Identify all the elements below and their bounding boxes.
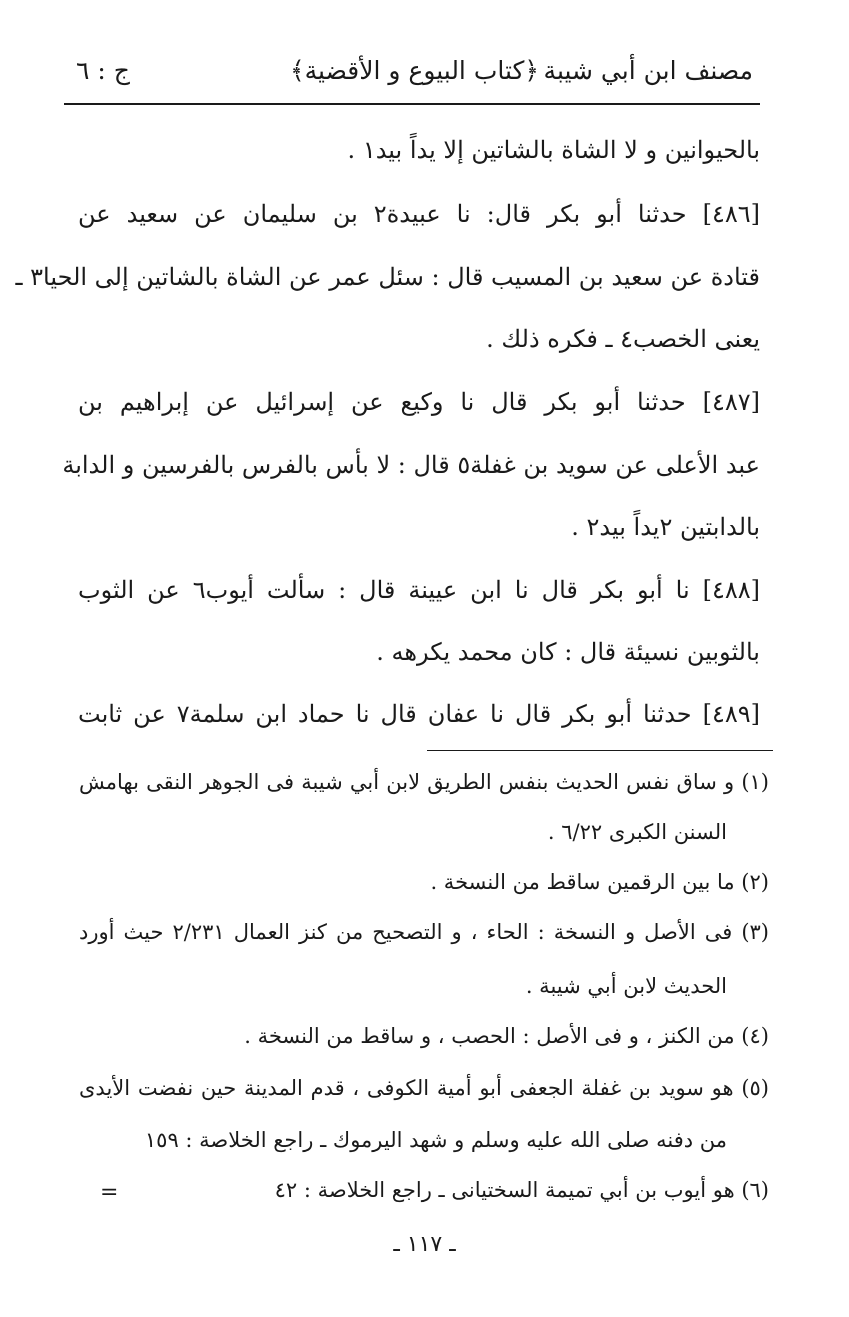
continuation-mark: = (100, 1180, 119, 1205)
body-line: [٤٨٨] نا أبو بكر قال نا ابن عيينة قال : سألت أيوب٦ عن الثوب (78, 576, 761, 604)
body-line: عبد الأعلى عن سويد بن غفلة٥ قال : لا بأس بالفرس بالفرسين و الدابة (62, 451, 760, 479)
footnote-line: (٤) من الكنز ، و فى الأصل : الحصب ، و ساقط من النسخة . (244, 1024, 769, 1048)
header-volume: ج : ٦ (76, 56, 130, 85)
footnote-line: (١) و ساق نفس الحديث بنفس الطريق لابن أبي شيبة فى الجوهر النقى بهامش (79, 770, 769, 794)
header-book-title: مصنف ابن أبي شيبة (543, 56, 753, 85)
header-rule (64, 103, 760, 105)
footnote-line: من دفنه صلى الله عليه وسلم و شهد اليرموك ـ راجع الخلاصة : ١٥٩ (144, 1128, 727, 1152)
footnote-line: (٥) هو سويد بن غفلة الجعفى أبو أمية الكوفى ، قدم المدينة حين نفضت الأيدى (79, 1076, 769, 1100)
page-number: ـ ١١٧ ـ (393, 1232, 456, 1257)
footnote-rule (427, 750, 773, 751)
body-line: بالثوبين نسيئة قال : كان محمد يكرهه . (376, 638, 760, 666)
footnote-line: (٣) فى الأصل و النسخة : الحاء ، و التصحيح من كنز العمال ٢/٢٣١ حيث أورد (79, 920, 769, 944)
footnote-line: (٦) هو أيوب بن أبي تميمة السختيانى ـ راجع الخلاصة : ٤٢ (274, 1178, 769, 1202)
footnote-line: السنن الكبرى ٦/٢٢ . (547, 820, 727, 844)
body-line: [٤٨٦] حدثنا أبو بكر قال: نا عبيدة٢ بن سليمان عن سعيد عن (78, 200, 760, 228)
body-line: بالدابتين ٢يداً بيد٢ . (571, 513, 760, 541)
footnote-line: (٢) ما بين الرقمين ساقط من النسخة . (430, 870, 769, 894)
body-line: قتادة عن سعيد بن المسيب قال : سئل عمر عن الشاة بالشاتين إلى الحيا٣ ـ (15, 263, 760, 291)
body-line: [٤٨٧] حدثنا أبو بكر قال نا وكيع عن إسرائيل عن إبراهيم بن (78, 388, 760, 416)
body-line: [٤٨٩] حدثنا أبو بكر قال نا عفان قال نا حماد ابن سلمة٧ عن ثابت (78, 700, 760, 728)
body-line: بالحيوانين و لا الشاة بالشاتين إلا يداً بيد١ . (347, 136, 760, 164)
body-line: يعنى الخصب٤ ـ فكره ذلك . (486, 325, 760, 353)
header-chapter-title: ﴿كتاب البيوع و الأقضية﴾ (290, 56, 540, 85)
footnote-line: الحديث لابن أبي شيبة . (525, 974, 727, 998)
